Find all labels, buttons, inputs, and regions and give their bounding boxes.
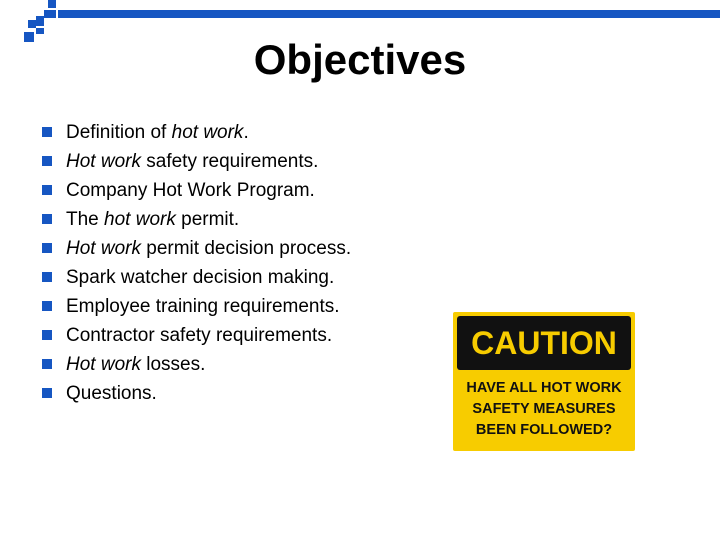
- caution-message: [453, 378, 635, 441]
- objective-item: [42, 321, 351, 350]
- caution-sign: [453, 312, 635, 451]
- deco-square: [28, 20, 36, 28]
- objective-text: Hot work: [66, 151, 141, 172]
- objective-text: safety requirements.: [140, 151, 319, 172]
- objective-item: [42, 234, 351, 263]
- square-bullet-icon: [42, 301, 52, 311]
- objective-text: Spark watcher decision making.: [66, 267, 335, 288]
- top-bar: [58, 10, 720, 18]
- square-bullet-icon: [42, 127, 52, 137]
- objective-text: .: [243, 122, 249, 143]
- square-bullet-icon: [42, 185, 52, 195]
- objective-item: [42, 292, 351, 321]
- objective-text: hot work: [171, 122, 244, 143]
- objective-text: Contractor safety requirements.: [66, 325, 333, 346]
- square-bullet-icon: [42, 272, 52, 282]
- objective-text: hot work: [104, 209, 176, 230]
- square-bullet-icon: [42, 156, 52, 166]
- square-bullet-icon: [42, 388, 52, 398]
- objective-item: [42, 350, 351, 379]
- objective-text: Hot work: [66, 354, 141, 375]
- objective-text: permit decision process.: [140, 238, 352, 259]
- caution-heading: CAUTION: [457, 316, 631, 370]
- deco-square: [48, 0, 56, 8]
- objective-text: Employee training requirements.: [66, 296, 340, 317]
- caution-line: SAFETY MEASURES: [472, 401, 616, 417]
- caution-line: HAVE ALL HOT WORK: [466, 380, 622, 396]
- slide-title: Objectives: [253, 36, 467, 83]
- objective-item: [42, 205, 351, 234]
- objective-text: Definition of: [66, 122, 172, 143]
- objectives-list: [42, 118, 351, 408]
- objective-text: Questions.: [66, 383, 157, 404]
- square-bullet-icon: [42, 243, 52, 253]
- objective-item: [42, 147, 351, 176]
- objective-text: Hot work: [66, 238, 141, 259]
- caution-line: BEEN FOLLOWED?: [475, 422, 613, 438]
- objective-text: Company Hot Work Program.: [66, 180, 315, 201]
- objective-text: losses.: [140, 354, 206, 375]
- square-bullet-icon: [42, 359, 52, 369]
- objective-item: [42, 379, 351, 408]
- objective-item: [42, 263, 351, 292]
- deco-square: [44, 10, 56, 18]
- square-bullet-icon: [42, 214, 52, 224]
- deco-square: [36, 16, 44, 26]
- objective-item: [42, 118, 351, 147]
- objective-text: permit.: [175, 209, 240, 230]
- objective-item: [42, 176, 351, 205]
- square-bullet-icon: [42, 330, 52, 340]
- objective-text: The: [66, 209, 105, 230]
- deco-square: [36, 28, 44, 34]
